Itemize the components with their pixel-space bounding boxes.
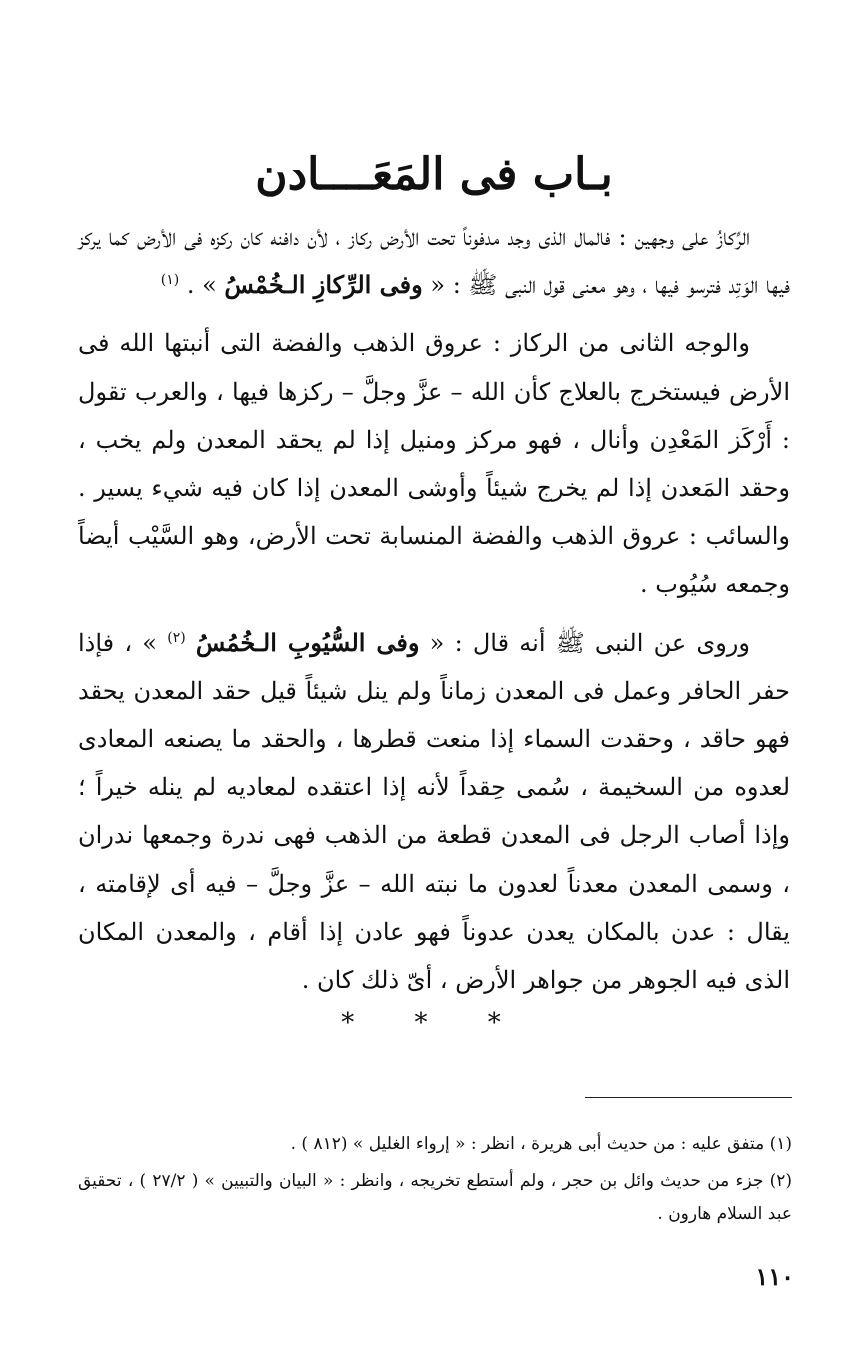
footnotes: [78, 1128, 792, 1231]
footnote-ref-1: (١): [160, 272, 180, 289]
paragraph-1: [78, 213, 790, 309]
paragraph-2: [78, 319, 790, 608]
footnote-1: (١) متفق عليه : من حديث أبى هريرة ، انظر : « إرواء الغليل » (٨١٢ ) .: [290, 1134, 792, 1154]
footnote-divider: [585, 1097, 792, 1098]
hadith-quote-2: وفى السُّيُوبِ الـخُمُسُ: [195, 627, 420, 657]
section-separator: * * *: [341, 1008, 527, 1038]
footnote-2: (٢) جزء من حديث وائل بن حجر ، ولم أستطع تخريجه ، وانظر : « البيان والتبيين » ( ٢٧/٢ ) ، تحقيق عبد السلام هارون .: [78, 1171, 792, 1224]
footnote-ref-2: (٢): [167, 629, 186, 646]
paragraph-1-close: » .: [186, 271, 217, 300]
paragraph-2-text: والوجه الثانى من الركاز : عروق الذهب والفضة التى أنبتها الله فى الأرض فيستخرج بالعلاج كأن الله – عزَّ وجلَّ – ركزها فيها ، والعرب تقول : أَرْكَز المَعْدِن وأنال ، فهو مركز ومنيل إذا لم يحقد المعدن ولم يخب ، وحقد المَعدن إذا لم يخرج شيئاً وأوشى المعدن إذا كان فيه شيء يسير . والسائب : عروق الذهب والفضة المنسابة تحت الأرض، وهو السَّيْب أيضاً وجمعه سُيُوب .: [78, 329, 790, 599]
hadith-quote-1: وفى الرِّكازِ الـخُمْسُ: [224, 270, 423, 300]
paragraph-3-text: » ، فإذا حفر الحافر وعمل فى المعدن زماناً ولم ينل شيئاً قيل حقد المعدن يحقد فهو حاقد ، وحقدت السماء إذا منعت قطرها ، والحقد ما يصنعه المعادى لعدوه من السخيمة ، سُمى حِقداً لأنه إذا اعتقده لمعاديه لم ينله خيراً ؛ وإذا أصاب الرجل فى المعدن قطعة من الذهب فهى ندرة وجمعها ندران ، وسمى المعدن معدناً لعدون ما نبته الله – عزَّ وجلَّ – فيه أى لإقامته ، يقال : عدن بالمكان يعدن عدوناً فهو عادن إذا أقام ، والمعدن المكان الذى فيه الجوهر من جواهر الأرض ، أىّ ذلك كان .: [78, 628, 791, 995]
paragraph-3-intro: وروى عن النبى ﷺ أنه قال : «: [429, 628, 750, 657]
paragraph-1-text: الرِّكازُ على وجهين : فالمال الذى وجد مدفوناً تحت الأرض ركاز ، لأن دافنه كان ركزه فى الأرض كما يركز فيها الوَتِد فترسو فيها ، وهو معنى قول النبى ﷺ : «: [78, 223, 790, 300]
chapter-title: بـاب فى المَعَــــادن: [255, 149, 613, 200]
page-number: ١١٠: [755, 1262, 794, 1291]
paragraph-3: [78, 619, 790, 1005]
main-text: [78, 213, 790, 1004]
